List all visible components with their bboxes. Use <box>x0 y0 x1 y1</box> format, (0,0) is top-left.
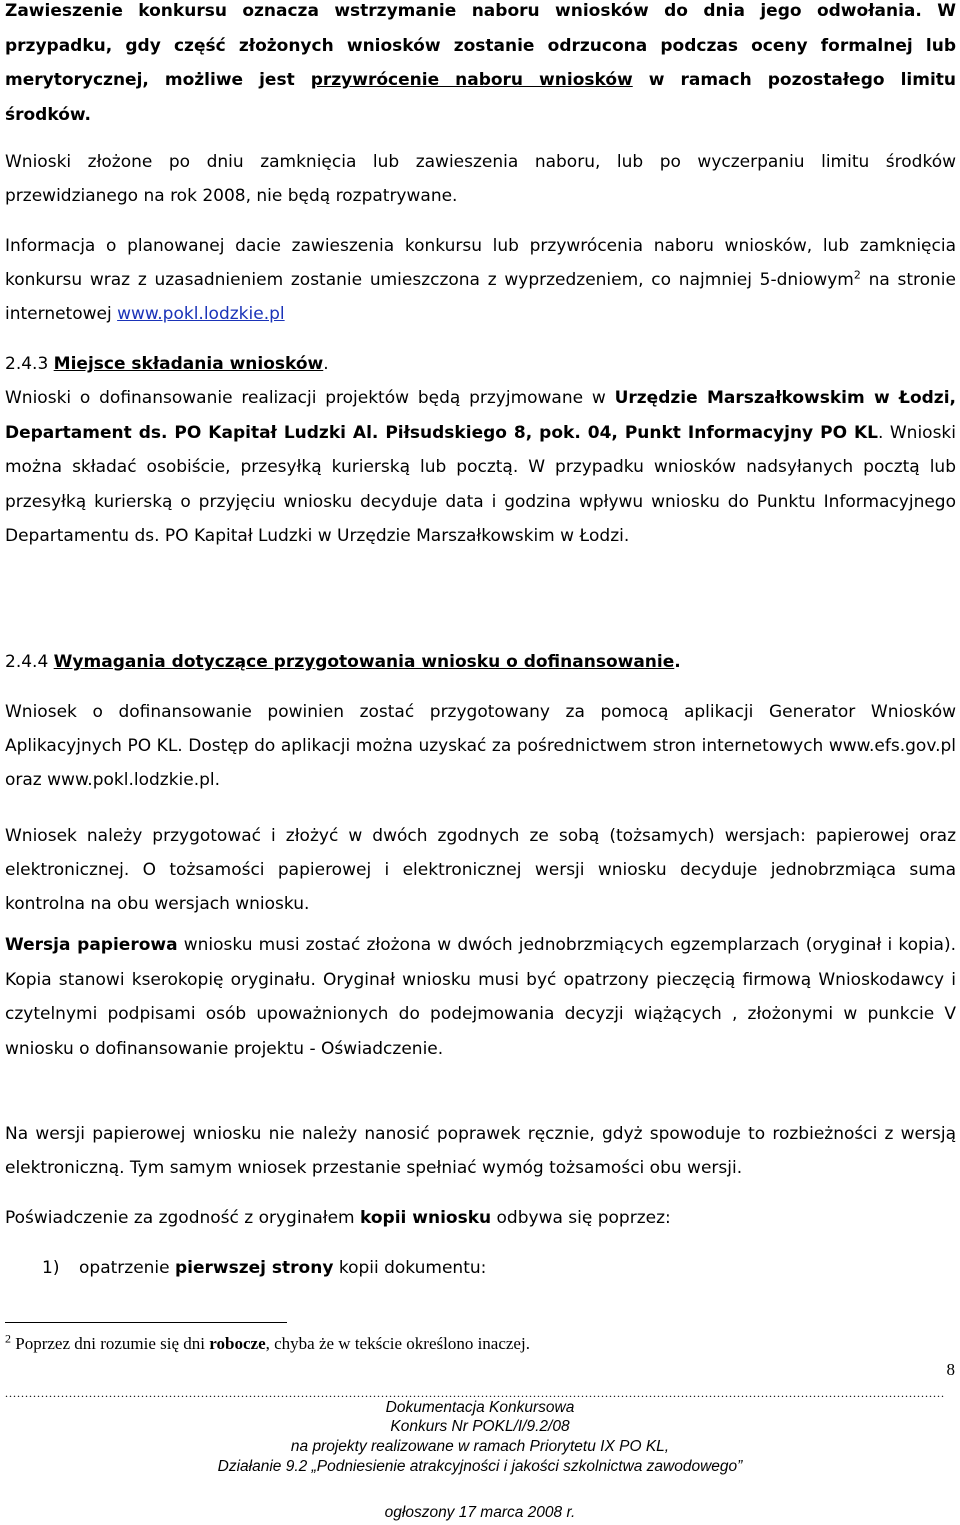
office-address: Urzędzie Marszałkowskim w Łodzi, Departament ds. PO Kapitał Ludzki Al. Piłsudskiego 8, pok. 04, Punkt Informacyjny PO KL <box>5 388 956 443</box>
page-number: 8 <box>946 1360 955 1379</box>
bold-text: kopii wniosku <box>360 1208 492 1228</box>
underlined-text: przywrócenie naboru wniosków <box>310 70 633 90</box>
section-heading-2-4-3: 2.4.3 Miejsce składania wniosków. <box>5 354 329 374</box>
paragraph-suspension <box>5 0 956 132</box>
paragraph-submission-place: Wnioski o dofinansowanie realizacji projektów będą przyjmowane w Urzędzie Marszałkowskim w Łodzi, Departament ds. PO Kapitał Ludzki Al. Piłsudskiego 8, pok. 04, Punkt Informacyjny PO KL. Wnioski można składać osobiście, przesyłką kurierską lub pocztą. W przypadku wniosków nadsyłanych pocztą lub przesyłką kurierską o przyjęciu wniosku decyduje data i godzina wpływu wniosku do Punktu Informacyjnego Departamentu ds. PO Kapitał Ludzki w Urzędzie Marszałkowskim w Łodzi. <box>5 388 956 546</box>
list-item: 1) opatrzenie pierwszej strony kopii dokumentu: <box>42 1258 487 1278</box>
bold-text: w ramach pozostałego limitu środków. <box>5 70 957 125</box>
paragraph-two-versions: Wniosek należy przygotować i złożyć w dwóch zgodnych ze sobą (tożsamych) wersjach: papierowej oraz elektronicznej. O tożsamości papierowej i elektronicznej wersji wniosku decyduje jednobrzmiąca suma kontrolna na obu wersjach wniosku. <box>5 826 956 914</box>
paragraph-certification: Poświadczenie za zgodność z oryginałem kopii wniosku odbywa się poprzez: <box>5 1208 671 1228</box>
footnote-ref: 2 <box>853 268 861 282</box>
footnote-separator <box>5 1322 287 1323</box>
footer-line: na projekty realizowane w ramach Priorytetu IX PO KL, <box>290 1438 670 1455</box>
section-heading-2-4-4: 2.4.4 Wymagania dotyczące przygotowania wniosku o dofinansowanie. <box>5 652 681 672</box>
paragraph-no-corrections: Na wersji papierowej wniosku nie należy nanosić poprawek ręcznie, gdyż spowoduje to rozbieżności z wersją elektroniczną. Tym samym wniosek przestanie spełniać wymóg tożsamości obu wersji. <box>5 1124 956 1178</box>
bold-text: Wersja papierowa <box>5 935 178 955</box>
paragraph-generator: Wniosek o dofinansowanie powinien zostać przygotowany za pomocą aplikacji Generator Wniosków Aplikacyjnych PO KL. Dostęp do aplikacji można uzyskać za pośrednictwem stron internetowych www.efs.gov.pl oraz www.pokl.lodzkie.pl. <box>5 702 956 790</box>
bold-text: Zawieszenie konkursu oznacza wstrzymanie naboru wniosków do dnia jego odwołania. W przypadku, gdy część złożonych wniosków zostanie odrzucona podczas oceny formalnej lub merytorycznej, możliwe jest <box>5 1 956 90</box>
footnote: $^2$ Poprzez dni rozumie się dni robocze, chyba że w tekście określono inaczej. <box>5 1331 530 1353</box>
footer-line: Działanie 9.2 „Podniesienie atrakcyjności i jakości szkolnictwa zawodowego” <box>217 1458 743 1475</box>
paragraph-late-applications: Wnioski złożone po dniu zamknięcia lub zawieszenia naboru, lub po wyczerpaniu limitu środków przewidzianego na rok 2008, nie będą rozpatrywane. <box>5 152 956 206</box>
section-title: Miejsce składania wniosków <box>53 354 324 374</box>
paragraph-information: Informacja o planowanej dacie zawieszenia konkursu lub przywrócenia naboru wniosków, lub zamknięcia konkursu wraz z uzasadnieniem zostanie umieszczona z wyprzedzeniem, co najmniej 5-dniowym$^2$ na stronie internetowej www.pokl.lodzkie.pl <box>5 236 956 324</box>
footer-line: Konkurs Nr POKL/I/9.2/08 <box>390 1418 570 1435</box>
footer-line: Dokumentacja Konkursowa <box>385 1399 575 1416</box>
paragraph-paper-version: Wersja papierowa wniosku musi zostać złożona w dwóch jednobrzmiących egzemplarzach (oryginał i kopia). Kopia stanowi kserokopię oryginału. Oryginał wniosku musi być opatrzony pieczęcią firmową Wnioskodawcy i czytelnymi podpisami osób upoważnionych do podejmowania decyzji wiążących , złożonymi w punkcie V wniosku o dofinansowanie projektu - Oświadczenie. <box>5 935 956 1059</box>
website-link[interactable]: www.pokl.lodzkie.pl <box>117 304 285 324</box>
footer-date: ogłoszony 17 marca 2008 r. <box>384 1504 576 1521</box>
footer-dotted-line: ........................................................................................................................................................................................................................................... <box>5 1386 945 1400</box>
section-title: Wymagania dotyczące przygotowania wniosku o dofinansowanie <box>53 652 675 672</box>
